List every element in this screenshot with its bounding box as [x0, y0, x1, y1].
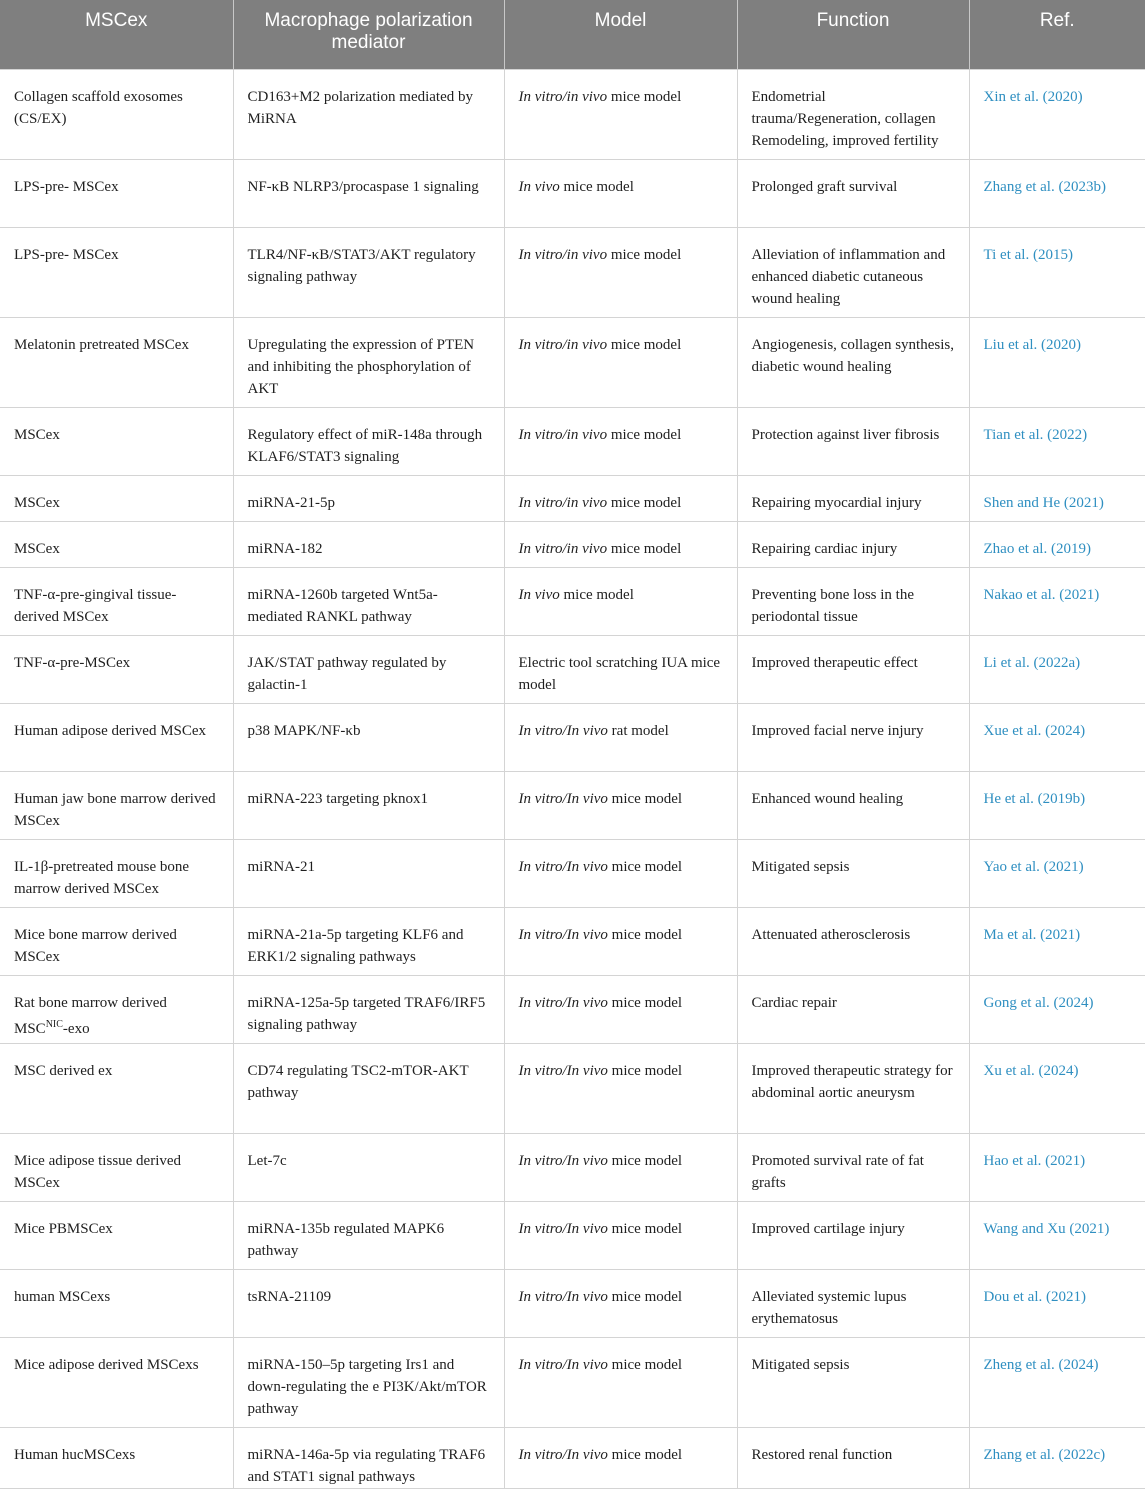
- cell-function: Alleviation of inflammation and enhanced diabetic cutaneous wound healing: [737, 227, 969, 317]
- cell-mediator: CD163+M2 polarization mediated by MiRNA: [233, 69, 504, 159]
- table-row: [0, 1133, 1145, 1201]
- ref-link[interactable]: Li et al. (2022a): [983, 654, 1081, 671]
- cell-model: [504, 475, 737, 521]
- cell-model: [504, 975, 737, 1043]
- cell-function: Improved therapeutic effect: [737, 635, 969, 703]
- cell-mediator: Let-7c: [233, 1133, 504, 1201]
- cell-mediator: miRNA-135b regulated MAPK6 pathway: [233, 1201, 504, 1269]
- ref-link[interactable]: Wang and Xu (2021): [983, 1220, 1110, 1237]
- cell-mscex: MSCex: [0, 475, 233, 521]
- model-rest: mice model: [607, 790, 683, 807]
- model-rest: mice model: [559, 586, 634, 603]
- cell-mscex: TNF-α-pre-gingival tissue-derived MSCex: [0, 567, 233, 635]
- model-rest: mice model: [607, 246, 682, 263]
- table-row: [0, 407, 1145, 475]
- cell-mscex: TNF-α-pre-MSCex: [0, 635, 233, 703]
- table-row: [0, 975, 1145, 1043]
- model-rest: mice model: [607, 426, 682, 443]
- model-italic: In vivo: [518, 178, 560, 195]
- model-rest: mice model: [607, 994, 683, 1011]
- model-italic: In vitro/in vivo: [518, 246, 608, 263]
- cell-function: Mitigated sepsis: [737, 839, 969, 907]
- cell-mscex: Mice bone marrow derived MSCex: [0, 907, 233, 975]
- cell-mscex: Human adipose derived MSCex: [0, 703, 233, 771]
- model-italic: In vitro/in vivo: [518, 540, 608, 557]
- cell-function: Repairing cardiac injury: [737, 521, 969, 567]
- cell-ref: [969, 635, 1145, 703]
- model-italic: In vitro/in vivo: [518, 426, 608, 443]
- ref-link[interactable]: Tian et al. (2022): [983, 426, 1088, 443]
- cell-model: [504, 69, 737, 159]
- cell-ref: [969, 475, 1145, 521]
- cell-ref: [969, 907, 1145, 975]
- model-italic: In vitro/In vivo: [518, 926, 608, 943]
- model-rest: mice model: [607, 1356, 683, 1373]
- cell-model: [504, 159, 737, 227]
- model-italic: In vitro/In vivo: [518, 722, 608, 739]
- cell-ref: [969, 567, 1145, 635]
- table-row: [0, 635, 1145, 703]
- cell-function: Preventing bone loss in the periodontal tissue: [737, 567, 969, 635]
- ref-link[interactable]: Liu et al. (2020): [983, 336, 1081, 353]
- model-italic: In vitro/In vivo: [518, 994, 608, 1011]
- ref-link[interactable]: Yao et al. (2021): [983, 858, 1084, 875]
- cell-mscex: Human hucMSCexs: [0, 1427, 233, 1488]
- cell-mediator: Upregulating the expression of PTEN and inhibiting the phosphorylation of AKT: [233, 317, 504, 407]
- cell-function: Alleviated systemic lupus erythematosus: [737, 1269, 969, 1337]
- cell-model: [504, 1043, 737, 1133]
- model-rest: mice model: [607, 540, 682, 557]
- cell-function: Attenuated atherosclerosis: [737, 907, 969, 975]
- model-italic: In vitro/in vivo: [518, 88, 608, 105]
- ref-link[interactable]: Ti et al. (2015): [983, 246, 1073, 263]
- cell-model: [504, 1133, 737, 1201]
- cell-model: [504, 407, 737, 475]
- cell-mediator: Regulatory effect of miR-148a through KLAF6/STAT3 signaling: [233, 407, 504, 475]
- cell-mediator: miRNA-146a-5p via regulating TRAF6 and STAT1 signal pathways: [233, 1427, 504, 1488]
- cell-function: Improved therapeutic strategy for abdominal aortic aneurysm: [737, 1043, 969, 1133]
- table-row: [0, 1201, 1145, 1269]
- cell-mediator: NF-κB NLRP3/procaspase 1 signaling: [233, 159, 504, 227]
- cell-function: Improved cartilage injury: [737, 1201, 969, 1269]
- cell-model: [504, 907, 737, 975]
- header-row: [0, 0, 1145, 69]
- cell-ref: [969, 317, 1145, 407]
- cell-mscex: MSCex: [0, 407, 233, 475]
- column-header-model: Model: [504, 0, 737, 69]
- model-italic: In vitro/In vivo: [518, 858, 608, 875]
- cell-model: [504, 1201, 737, 1269]
- cell-ref: [969, 69, 1145, 159]
- cell-mscex: MSCex: [0, 521, 233, 567]
- cell-mediator: miRNA-125a-5p targeted TRAF6/IRF5 signaling pathway: [233, 975, 504, 1043]
- table-row: [0, 159, 1145, 227]
- cell-mscex: Melatonin pretreated MSCex: [0, 317, 233, 407]
- ref-link[interactable]: Nakao et al. (2021): [983, 586, 1100, 603]
- cell-model: [504, 1427, 737, 1488]
- cell-function: Mitigated sepsis: [737, 1337, 969, 1427]
- model-italic: In vitro/In vivo: [518, 1446, 608, 1463]
- model-rest: mice model: [559, 178, 634, 195]
- ref-link[interactable]: Zhang et al. (2022c): [983, 1446, 1106, 1463]
- cell-function: Promoted survival rate of fat grafts: [737, 1133, 969, 1201]
- table-row: [0, 839, 1145, 907]
- table-row: [0, 521, 1145, 567]
- table-row: [0, 703, 1145, 771]
- cell-mediator: JAK/STAT pathway regulated by galactin-1: [233, 635, 504, 703]
- cell-function: Cardiac repair: [737, 975, 969, 1043]
- cell-model: [504, 839, 737, 907]
- cell-mscex: [0, 975, 233, 1043]
- ref-link[interactable]: Xin et al. (2020): [983, 88, 1083, 105]
- cell-mscex: Human jaw bone marrow derived MSCex: [0, 771, 233, 839]
- cell-mediator: p38 MAPK/NF-κb: [233, 703, 504, 771]
- cell-ref: [969, 1337, 1145, 1427]
- cell-function: Endometrial trauma/Regeneration, collagen Remodeling, improved fertility: [737, 69, 969, 159]
- cell-function: Restored renal function: [737, 1427, 969, 1488]
- model-rest: mice model: [607, 494, 682, 511]
- table-row: [0, 1337, 1145, 1427]
- table-row: [0, 1269, 1145, 1337]
- cell-ref: [969, 1133, 1145, 1201]
- cell-ref: [969, 1269, 1145, 1337]
- table-row: [0, 907, 1145, 975]
- cell-ref: [969, 1043, 1145, 1133]
- model-italic: In vitro/in vivo: [518, 494, 608, 511]
- cell-model: [504, 521, 737, 567]
- model-rest: mice model: [607, 1446, 683, 1463]
- model-italic: In vitro/In vivo: [518, 1220, 608, 1237]
- cell-mscex: Mice adipose derived MSCexs: [0, 1337, 233, 1427]
- model-rest: Electric tool scratching IUA mice model: [518, 654, 721, 693]
- cell-ref: [969, 839, 1145, 907]
- ref-link[interactable]: He et al. (2019b): [983, 790, 1086, 807]
- cell-model: [504, 317, 737, 407]
- table-row: [0, 567, 1145, 635]
- cell-ref: [969, 159, 1145, 227]
- cell-mscex: Collagen scaffold exosomes (CS/EX): [0, 69, 233, 159]
- mscex-superscript: NIC: [45, 1018, 63, 1030]
- ref-link[interactable]: Xue et al. (2024): [983, 722, 1086, 739]
- table-row: [0, 1427, 1145, 1488]
- model-rest: mice model: [607, 926, 683, 943]
- table-row: [0, 771, 1145, 839]
- table-row: [0, 227, 1145, 317]
- mscex-suffix: -exo: [62, 1020, 90, 1037]
- column-header-mediator: Macrophage polarization mediator: [233, 0, 504, 69]
- cell-function: Prolonged graft survival: [737, 159, 969, 227]
- ref-link[interactable]: Zheng et al. (2024): [983, 1356, 1099, 1373]
- ref-link[interactable]: Dou et al. (2021): [983, 1288, 1086, 1305]
- cell-mediator: miRNA-223 targeting pknox1: [233, 771, 504, 839]
- cell-ref: [969, 227, 1145, 317]
- cell-model: [504, 227, 737, 317]
- mscex-text: Rat bone marrow derived MSC: [14, 994, 167, 1037]
- cell-ref: [969, 703, 1145, 771]
- cell-mscex: LPS-pre- MSCex: [0, 159, 233, 227]
- cell-model: [504, 771, 737, 839]
- cell-mediator: miRNA-21a-5p targeting KLF6 and ERK1/2 signaling pathways: [233, 907, 504, 975]
- cell-mediator: tsRNA-21109: [233, 1269, 504, 1337]
- cell-mediator: CD74 regulating TSC2-mTOR-AKT pathway: [233, 1043, 504, 1133]
- table-row: [0, 1043, 1145, 1133]
- table-row: [0, 317, 1145, 407]
- cell-ref: [969, 521, 1145, 567]
- cell-function: Repairing myocardial injury: [737, 475, 969, 521]
- cell-mscex: Mice PBMSCex: [0, 1201, 233, 1269]
- model-italic: In vitro/in vivo: [518, 336, 608, 353]
- model-italic: In vivo: [518, 586, 560, 603]
- ref-link[interactable]: Zhao et al. (2019): [983, 540, 1091, 557]
- column-header-ref: Ref.: [969, 0, 1145, 69]
- cell-mediator: miRNA-21: [233, 839, 504, 907]
- column-header-function: Function: [737, 0, 969, 69]
- cell-function: Enhanced wound healing: [737, 771, 969, 839]
- ref-link[interactable]: Shen and He (2021): [983, 494, 1104, 511]
- cell-mscex: human MSCexs: [0, 1269, 233, 1337]
- cell-model: [504, 635, 737, 703]
- cell-mediator: TLR4/NF-κB/STAT3/AKT regulatory signaling pathway: [233, 227, 504, 317]
- cell-ref: [969, 975, 1145, 1043]
- ref-link[interactable]: Hao et al. (2021): [983, 1152, 1086, 1169]
- cell-model: [504, 567, 737, 635]
- model-italic: In vitro/In vivo: [518, 1356, 608, 1373]
- model-italic: In vitro/In vivo: [518, 1062, 608, 1079]
- cell-function: Improved facial nerve injury: [737, 703, 969, 771]
- model-rest: rat model: [607, 722, 669, 739]
- model-italic: In vitro/In vivo: [518, 1288, 608, 1305]
- cell-ref: [969, 771, 1145, 839]
- cell-model: [504, 1269, 737, 1337]
- cell-model: [504, 703, 737, 771]
- cell-mediator: miRNA-21-5p: [233, 475, 504, 521]
- cell-mscex: Mice adipose tissue derived MSCex: [0, 1133, 233, 1201]
- model-rest: mice model: [607, 1152, 683, 1169]
- table-row: [0, 475, 1145, 521]
- table-row: [0, 69, 1145, 159]
- ref-link[interactable]: Gong et al. (2024): [983, 994, 1094, 1011]
- column-header-mscex: MSCex: [0, 0, 233, 69]
- cell-mediator: miRNA-182: [233, 521, 504, 567]
- cell-function: Angiogenesis, collagen synthesis, diabetic wound healing: [737, 317, 969, 407]
- cell-mscex: MSC derived ex: [0, 1043, 233, 1133]
- ref-link[interactable]: Xu et al. (2024): [983, 1062, 1079, 1079]
- cell-mediator: miRNA-150–5p targeting Irs1 and down-regulating the e PI3K/Akt/mTOR pathway: [233, 1337, 504, 1427]
- model-rest: mice model: [607, 88, 682, 105]
- model-italic: In vitro/In vivo: [518, 790, 608, 807]
- cell-mediator: miRNA-1260b targeted Wnt5a-mediated RANKL pathway: [233, 567, 504, 635]
- model-rest: mice model: [607, 336, 682, 353]
- cell-mscex: LPS-pre- MSCex: [0, 227, 233, 317]
- cell-ref: [969, 1201, 1145, 1269]
- model-rest: mice model: [607, 1062, 683, 1079]
- model-rest: mice model: [607, 1288, 683, 1305]
- ref-link[interactable]: Zhang et al. (2023b): [983, 178, 1106, 195]
- cell-function: Protection against liver fibrosis: [737, 407, 969, 475]
- cell-mscex: IL-1β-pretreated mouse bone marrow derived MSCex: [0, 839, 233, 907]
- cell-ref: [969, 1427, 1145, 1488]
- ref-link[interactable]: Ma et al. (2021): [983, 926, 1081, 943]
- cell-model: [504, 1337, 737, 1427]
- cell-ref: [969, 407, 1145, 475]
- model-italic: In vitro/In vivo: [518, 1152, 608, 1169]
- model-rest: mice model: [607, 1220, 683, 1237]
- model-rest: mice model: [607, 858, 683, 875]
